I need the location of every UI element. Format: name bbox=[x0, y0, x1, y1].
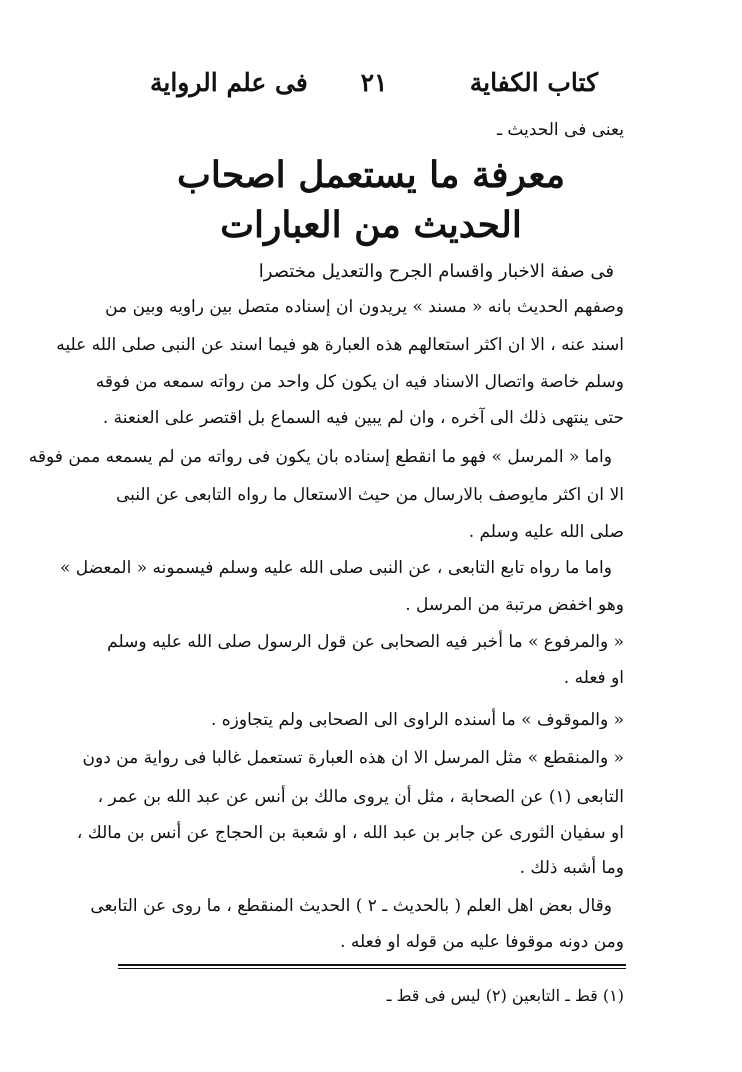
book-title: كتاب الكفاية bbox=[469, 68, 598, 97]
page-header bbox=[150, 68, 598, 108]
section-title: فى علم الرواية bbox=[150, 68, 308, 97]
body-line: اسند عنه ، الا ان اكثر استعالهم هذه العبارة هو فيما اسند عن النبى صلى الله عليه bbox=[56, 335, 624, 355]
body-line: « والموقوف » ما أسنده الراوى الى الصحابى ولم يتجاوزه . bbox=[210, 710, 624, 730]
body-line: الا ان اكثر مايوصف بالارسال من حيث الاستعال ما رواه التابعى عن النبى bbox=[116, 485, 624, 505]
footnote-rule bbox=[118, 964, 626, 966]
footnote-rule-thin bbox=[118, 968, 626, 969]
body-line: التابعى (١) عن الصحابة ، مثل أن يروى مالك بن أنس عن عبد الله بن عمر ، bbox=[97, 787, 624, 807]
body-line: او سفيان الثورى عن جابر بن عبد الله ، او شعبة بن الحجاج عن أنس بن مالك ، bbox=[76, 823, 624, 843]
body-line: وقال بعض اهل العلم ( بالحديث ـ ٢ ) الحديث المنقطع ، ما روى عن التابعى bbox=[90, 896, 612, 916]
body-line: او فعله . bbox=[563, 668, 624, 688]
body-line: ومن دونه موقوفا عليه من قوله او فعله . bbox=[340, 932, 624, 952]
intro-line: يعنى فى الحديث ـ bbox=[497, 120, 624, 140]
body-line: وسلم خاصة واتصال الاسناد فيه ان يكون كل واحد من رواته سمعه من فوقه bbox=[95, 372, 624, 392]
footnote: (١) قط ـ التابعين (٢) ليس فى قط ـ bbox=[386, 986, 624, 1005]
body-line: واما ما رواه تابع التابعى ، عن النبى صلى الله عليه وسلم فيسمونه « المعضل » bbox=[59, 558, 612, 578]
chapter-subtitle: فى صفة الاخبار واقسام الجرح والتعديل مختصرا bbox=[258, 261, 614, 282]
body-line: واما « المرسل » فهو ما انقطع إسناده بان يكون فى رواته من لم يسمعه ممن فوقه bbox=[28, 447, 612, 467]
page-number: ٢١ bbox=[360, 68, 388, 97]
body-line: وصفهم الحديث بانه « مسند » يريدون ان إسناده متصل بين راويه وبين من bbox=[105, 297, 624, 317]
body-line: صلى الله عليه وسلم . bbox=[468, 522, 624, 542]
chapter-title-line-2: الحديث من العبارات bbox=[220, 204, 522, 246]
body-line: وهو اخفض مرتبة من المرسل . bbox=[405, 595, 624, 615]
body-line: حتى ينتهى ذلك الى آخره ، وان لم يبين فيه السماع بل اقتصر على العنعنة . bbox=[102, 408, 624, 428]
body-line: وما أشبه ذلك . bbox=[519, 858, 624, 878]
chapter-title-line-1: معرفة ما يستعمل اصحاب bbox=[177, 154, 565, 196]
body-line: « والمنقطع » مثل المرسل الا ان هذه العبارة تستعمل غالبا فى رواية من دون bbox=[82, 748, 624, 768]
body-line: « والمرفوع » ما أخبر فيه الصحابى عن قول الرسول صلى الله عليه وسلم bbox=[107, 632, 624, 652]
